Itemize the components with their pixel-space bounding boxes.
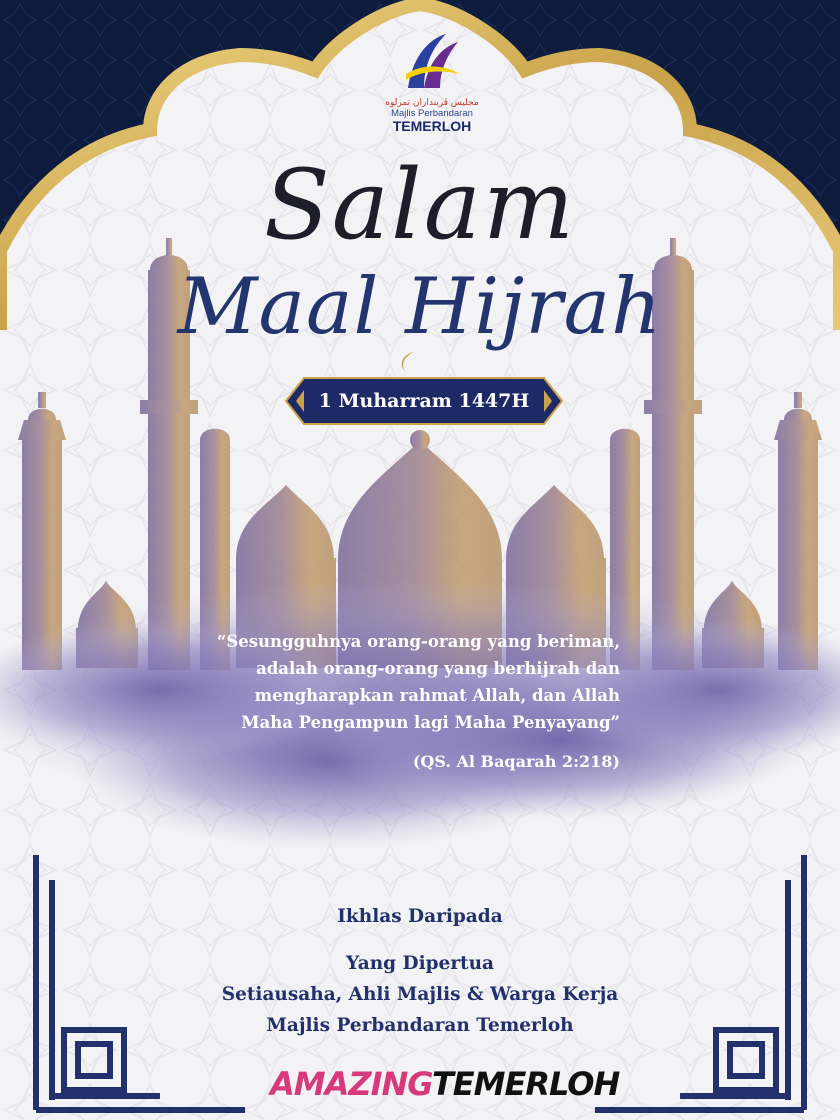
logo-line1: Majlis Perbandaran: [391, 108, 473, 119]
council-emblem-icon: [402, 30, 462, 92]
brand-temerloh: TEMERLOH: [431, 1065, 620, 1103]
quote-line: “Sesungguhnya orang-orang yang beriman,: [216, 632, 620, 651]
logo-line2: TEMERLOH: [392, 118, 472, 134]
amazing-temerloh-brand: [270, 1064, 620, 1104]
quote-line: adalah orang-orang yang berhijrah dan: [256, 659, 620, 678]
quote-text: [170, 628, 620, 736]
brand-amazing: AMAZING: [270, 1065, 432, 1103]
date-badge: 1 Muharram 1447H: [318, 390, 530, 412]
sender-line-2: Setiausaha, Ahli Majlis & Warga Kerja: [221, 984, 619, 1005]
from-label: Ikhlas Daripada: [337, 906, 503, 927]
sender-line-1: Yang Dipertua: [345, 953, 495, 974]
logo-arabic-text: مجليس ڤربنداران تمرلوه: [385, 98, 479, 108]
salam-heading: Salam: [264, 149, 576, 261]
council-logo: [382, 30, 482, 133]
maal-hijrah-heading: Maal Hijrah: [177, 262, 663, 352]
quote-line: mengharapkan rahmat Allah, dan Allah: [254, 686, 620, 705]
quote-reference: (QS. Al Baqarah 2:218): [412, 752, 620, 771]
sender-line-3: Majlis Perbandaran Temerloh: [266, 1015, 574, 1036]
quote-line: Maha Pengampun lagi Maha Penyayang”: [241, 713, 620, 732]
